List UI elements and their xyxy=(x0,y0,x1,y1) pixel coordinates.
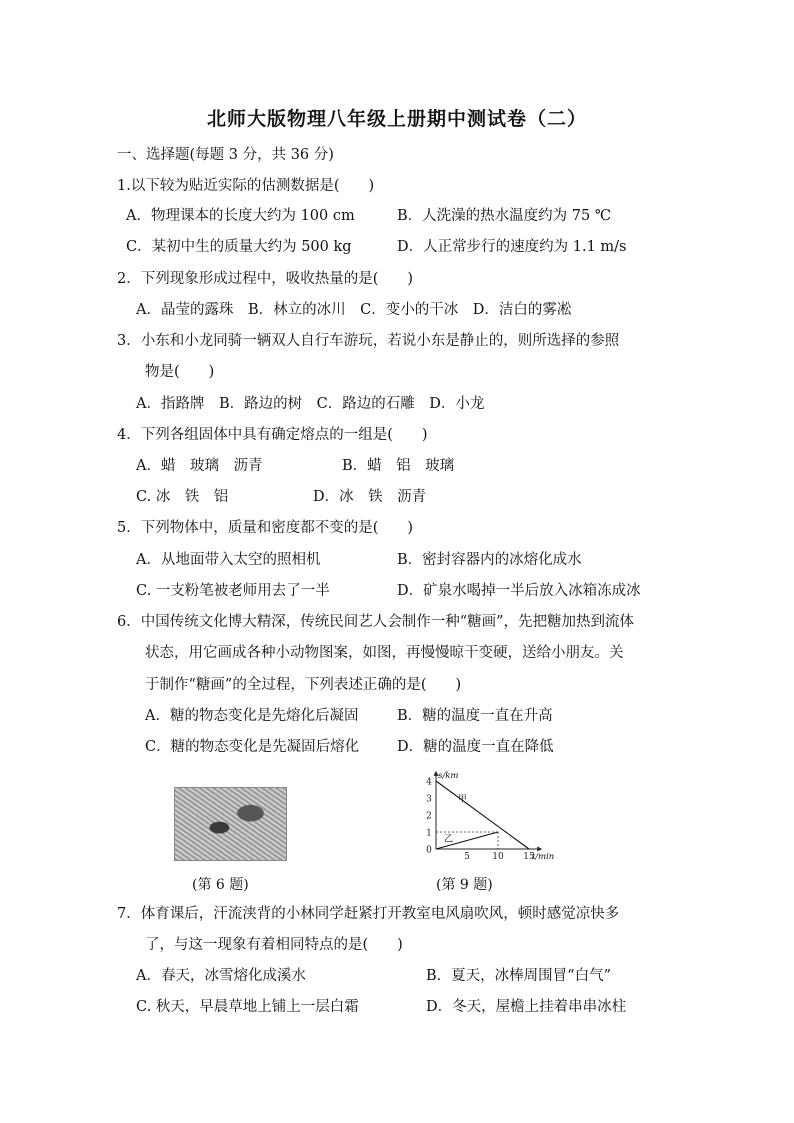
y-tick-label: 2 xyxy=(426,811,432,822)
figure-6-caption: (第 6 题) xyxy=(192,877,249,893)
question-6-option-a: A．糖的物态变化是先熔化后凝固 xyxy=(145,708,359,724)
question-5-option-a: A．从地面带入太空的照相机 xyxy=(136,552,321,568)
question-1-option-a: A．物理课本的长度大约为 100 cm xyxy=(126,208,355,224)
question-4-option-b: B．蜡 铝 玻璃 xyxy=(342,458,455,474)
sugar-painting-photo xyxy=(174,787,287,861)
question-4-option-c: C. 冰 铁 铝 xyxy=(136,489,229,505)
question-2-stem: 2．下列现象形成过程中，吸收热量的是( ) xyxy=(117,271,414,287)
x-axis-label: t/min xyxy=(531,852,555,862)
question-1-stem: 1.以下较为贴近实际的估测数据是( ) xyxy=(117,178,375,194)
series-label-jia: 甲 xyxy=(457,794,467,805)
question-6-stem-line-1: 6．中国传统文化博大精深，传统民间艺人会制作一种“糖画”，先把糖加热到流体 xyxy=(117,614,635,630)
question-4-stem: 4．下列各组固体中具有确定熔点的一组是( ) xyxy=(117,427,428,443)
question-3-stem-line-1: 3．小东和小龙同骑一辆双人自行车游玩，若说小东是静止的，则所选择的参照 xyxy=(117,333,620,349)
y-tick-label: 3 xyxy=(426,794,432,805)
x-tick-label: 15 xyxy=(523,852,535,862)
figure-9-caption: (第 9 题) xyxy=(436,877,493,893)
question-6-option-d: D．糖的温度一直在降低 xyxy=(397,739,554,755)
question-5-stem: 5．下列物体中，质量和密度都不变的是( ) xyxy=(117,520,414,536)
question-1-option-c: C．某初中生的质量大约为 500 kg xyxy=(126,239,352,255)
question-7-option-a: A．春天，冰雪熔化成溪水 xyxy=(136,968,306,984)
question-1-option-d: D．人正常步行的速度约为 1.1 m/s xyxy=(397,239,627,255)
question-6-option-c: C．糖的物态变化是先凝固后熔化 xyxy=(145,739,360,755)
question-7-option-b: B．夏天，冰棒周围冒“白气” xyxy=(426,968,611,984)
question-7-option-d: D．冬天，屋檐上挂着串串冰柱 xyxy=(426,999,627,1015)
question-1-option-b: B．人洗澡的热水温度约为 75 ℃ xyxy=(397,208,612,224)
question-6-option-b: B．糖的温度一直在升高 xyxy=(397,708,553,724)
y-tick-label: 0 xyxy=(426,845,432,856)
x-axis-arrow xyxy=(537,847,542,852)
question-7-stem-line-1: 7．体育课后，汗流浃背的小林同学赶紧打开教室电风扇吹风，顿时感觉凉快多 xyxy=(117,906,620,922)
question-4-option-d: D．冰 铁 沥青 xyxy=(313,489,427,505)
question-7-stem-line-2: 了，与这一现象有着相同特点的是( ) xyxy=(145,937,403,953)
question-5-option-d: D．矿泉水喝掉一半后放入冰箱冻成冰 xyxy=(397,583,641,599)
section-heading: 一、选择题(每题 3 分，共 36 分) xyxy=(117,147,334,163)
y-tick-label: 1 xyxy=(426,828,432,839)
question-4-option-a: A．蜡 玻璃 沥青 xyxy=(136,458,263,474)
x-tick-label: 10 xyxy=(492,852,504,862)
question-5-option-c: C. 一支粉笔被老师用去了一半 xyxy=(136,583,330,599)
question-3-options: A．指路牌 B．路边的树 C．路边的石雕 D．小龙 xyxy=(136,396,485,412)
exam-title: 北师大版物理八年级上册期中测试卷（二） xyxy=(206,108,587,130)
question-2-options: A．晶莹的露珠 B．林立的冰川 C．变小的干冰 D．洁白的雾凇 xyxy=(136,302,572,318)
question-6-stem-line-3: 于制作“糖画”的全过程，下列表述正确的是( ) xyxy=(145,677,462,693)
series-label-yi: 乙 xyxy=(444,834,454,845)
x-tick-label: 5 xyxy=(464,852,470,862)
question-5-option-b: B．密封容器内的冰熔化成水 xyxy=(397,552,582,568)
y-tick-label: 4 xyxy=(426,777,432,788)
y-axis-label: s/km xyxy=(438,770,459,781)
distance-time-graph xyxy=(418,765,555,865)
question-7-option-c: C. 秋天，早晨草地上铺上一层白霜 xyxy=(136,999,359,1015)
question-3-stem-line-2: 物是( ) xyxy=(145,364,215,380)
question-6-stem-line-2: 状态，用它画成各种小动物图案，如图，再慢慢晾干变硬，送给小朋友。关 xyxy=(145,645,624,661)
